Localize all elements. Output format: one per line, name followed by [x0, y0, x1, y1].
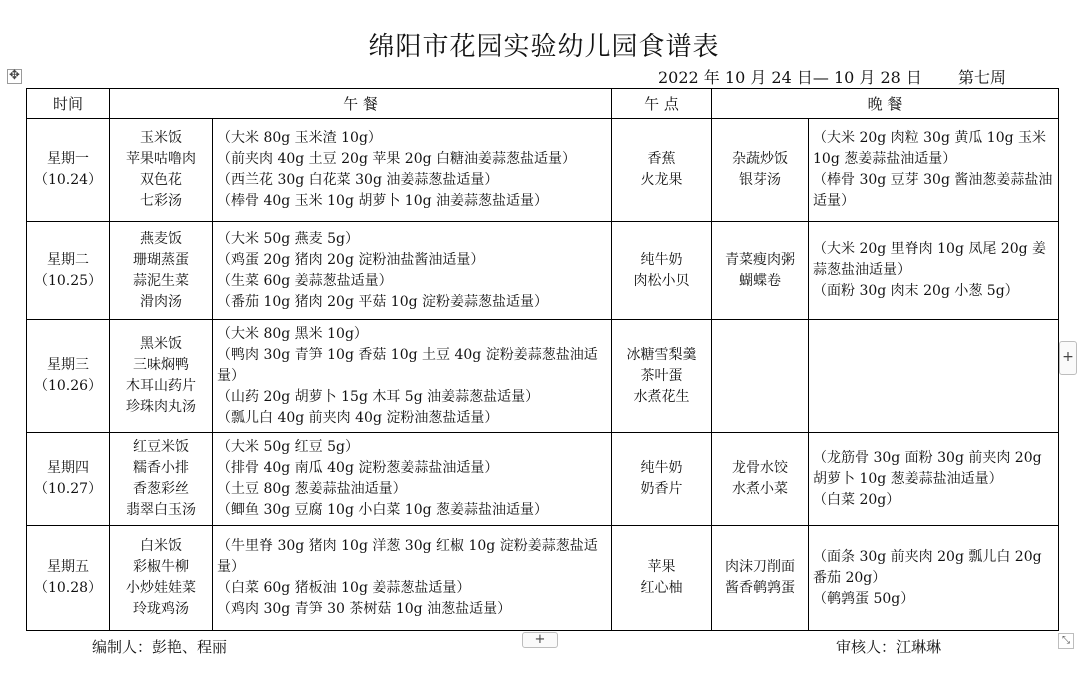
dinner-dishes-cell-line: 青菜瘦肉粥 [725, 251, 795, 268]
lunch-ingredients-cell-line: （大米 50g 红豆 5g） [217, 439, 359, 455]
menu-table [26, 88, 1059, 631]
lunch-ingredients-cell-line: （大米 80g 黑米 10g） [217, 325, 368, 342]
lunch-ingredients-cell-line: （山药 20g 胡萝卜 15g 木耳 5g 油姜蒜葱盐适量） [217, 388, 540, 405]
lunch-dishes-cell-line: 玉米饭 [140, 130, 182, 146]
dinner-dishes-cell [712, 119, 809, 222]
day-date: （10.28） [33, 580, 103, 596]
lunch-dishes-cell-line: 白米饭 [140, 538, 182, 554]
lunch-dishes-cell [110, 526, 213, 631]
table-move-icon[interactable]: ✥ [7, 69, 22, 84]
lunch-ingredients-cell-line: （棒骨 40g 玉米 10g 胡萝卜 10g 油姜蒜葱盐适量） [217, 193, 549, 209]
lunch-ingredients-cell-line: （白菜 60g 猪板油 10g 姜蒜葱盐适量） [217, 580, 471, 596]
dinner-dishes-cell-line: 杂蔬炒饭 [732, 151, 788, 167]
lunch-dishes-cell [110, 119, 213, 222]
week-label: 第七周 [957, 68, 1006, 87]
dinner-ingredients-cell [809, 222, 1059, 320]
lunch-dishes-cell-line: 滑肉汤 [140, 293, 182, 310]
lunch-dishes-cell-line: 苹果咕噜肉 [126, 151, 196, 167]
snack-cell-line: 红心柚 [640, 580, 683, 596]
snack-cell [612, 222, 712, 320]
day-name: 星期一 [47, 151, 89, 167]
lunch-dishes-cell-line: 香葱彩丝 [133, 481, 189, 497]
lunch-ingredients-cell-line: （大米 50g 燕麦 5g） [217, 230, 359, 247]
dinner-dishes-cell-line: 银芽汤 [739, 172, 781, 188]
lunch-dishes-cell-line: 七彩汤 [140, 193, 182, 209]
day-name: 星期五 [47, 559, 89, 575]
dinner-dishes-cell [712, 222, 809, 320]
dinner-dishes-cell-line: 水煮小菜 [732, 481, 788, 497]
table-row [27, 119, 1059, 222]
lunch-ingredients-cell-line: （牛里脊 30g 猪肉 10g 洋葱 30g 红椒 10g 淀粉姜蒜葱盐适量） [217, 538, 598, 575]
date-range-line [658, 65, 1006, 88]
dinner-ingredients-cell [809, 526, 1059, 631]
snack-cell [612, 433, 712, 526]
dinner-dishes-cell-line: 蝴蝶卷 [739, 272, 781, 289]
snack-cell-line: 水煮花生 [633, 388, 690, 405]
dinner-dishes-cell-line: 龙骨水饺 [732, 460, 788, 476]
table-row [27, 433, 1059, 526]
date-range: 2022 年 10 月 24 日— 10 月 28 日 [658, 68, 922, 87]
day-cell [27, 526, 110, 631]
day-name: 星期三 [47, 357, 89, 373]
dinner-ingredients-cell-line: （龙筋骨 30g 面粉 30g 前夹肉 20g 胡萝卜 10g 葱姜蒜盐油适量） [813, 449, 1042, 487]
lunch-dishes-cell [110, 320, 213, 433]
table-resize-icon[interactable]: ⤡ [1058, 633, 1074, 649]
lunch-dishes-cell [110, 433, 213, 526]
lunch-ingredients-cell [213, 320, 612, 433]
dinner-ingredients-cell-line: （面条 30g 前夹肉 20g 瓢儿白 20g 番茄 20g） [813, 548, 1042, 586]
lunch-ingredients-cell-line: （土豆 80g 葱姜蒜盐油适量） [217, 481, 407, 497]
day-cell [27, 320, 110, 433]
lunch-dishes-cell-line: 玲珑鸡汤 [133, 601, 189, 617]
dinner-ingredients-cell [809, 119, 1059, 222]
day-date: （10.26） [33, 378, 103, 394]
day-name: 星期四 [47, 460, 89, 476]
lunch-dishes-cell [110, 222, 213, 320]
lunch-dishes-cell-line: 燕麦饭 [140, 230, 182, 247]
lunch-dishes-cell-line: 彩椒牛柳 [133, 559, 189, 575]
dinner-ingredients-cell-line: （面粉 30g 肉末 20g 小葱 5g） [813, 283, 1019, 299]
snack-cell-line: 火龙果 [640, 172, 683, 188]
lunch-dishes-cell-line: 黑米饭 [140, 336, 182, 352]
dinner-dishes-cell [712, 320, 809, 433]
header-dinner: 晚 餐 [712, 89, 1059, 119]
lunch-dishes-cell-line: 三味焖鸭 [133, 357, 189, 373]
dinner-dishes-cell [712, 526, 809, 631]
header-row [27, 89, 1059, 119]
lunch-dishes-cell-line: 木耳山药片 [126, 378, 196, 394]
day-cell [27, 433, 110, 526]
header-lunch: 午 餐 [110, 89, 612, 119]
snack-cell-line: 肉松小贝 [633, 272, 690, 289]
lunch-dishes-cell-line: 珍珠肉丸汤 [126, 399, 196, 415]
day-cell [27, 222, 110, 320]
page-title: 绵阳市花园实验幼儿园食谱表 [368, 32, 720, 62]
table-row [27, 526, 1059, 631]
dinner-ingredients-cell [809, 433, 1059, 526]
lunch-dishes-cell-line: 蒜泥生菜 [133, 272, 189, 289]
lunch-ingredients-cell-line: （瓢儿白 40g 前夹肉 40g 淀粉油葱盐适量） [217, 409, 499, 426]
day-date: （10.27） [33, 481, 103, 497]
footer-reviewer: 审核人：江琳琳 [836, 638, 942, 656]
dinner-dishes-cell-line: 酱香鹌鹑蛋 [725, 580, 795, 596]
snack-cell-line: 苹果 [647, 559, 676, 575]
dinner-ingredients-cell-line: （白菜 20g） [813, 491, 901, 508]
lunch-ingredients-cell [213, 526, 612, 631]
lunch-ingredients-cell-line: （鲫鱼 30g 豆腐 10g 小白菜 10g 葱姜蒜盐油适量） [217, 502, 549, 518]
lunch-ingredients-cell-line: （鸭肉 30g 青笋 10g 香菇 10g 土豆 40g 淀粉姜蒜葱盐油适量） [217, 346, 598, 384]
lunch-ingredients-cell-line: （鸡肉 30g 青笋 30 茶树菇 10g 油葱盐适量） [217, 601, 512, 617]
lunch-dishes-cell-line: 翡翠白玉汤 [126, 502, 196, 518]
lunch-dishes-cell-line: 双色花 [140, 172, 182, 188]
lunch-ingredients-cell [213, 222, 612, 320]
add-column-plus-icon[interactable]: + [1059, 341, 1077, 375]
snack-cell [612, 320, 712, 433]
snack-cell-line: 纯牛奶 [640, 251, 683, 268]
day-date: （10.24） [33, 172, 103, 188]
table-row [27, 320, 1059, 433]
lunch-ingredients-cell-line: （排骨 40g 南瓜 40g 淀粉葱姜蒜盐油适量） [217, 460, 499, 476]
snack-cell [612, 119, 712, 222]
lunch-dishes-cell-line: 红豆米饭 [133, 439, 189, 455]
header-time: 时间 [27, 89, 110, 119]
lunch-dishes-cell-line: 糯香小排 [133, 460, 189, 476]
lunch-ingredients-cell-line: （生菜 60g 姜蒜葱盐适量） [217, 272, 393, 289]
day-date: （10.25） [33, 272, 103, 289]
lunch-dishes-cell-line: 小炒娃娃菜 [126, 580, 196, 596]
dinner-dishes-cell [712, 433, 809, 526]
dinner-ingredients-cell [809, 320, 1059, 433]
dinner-dishes-cell-line: 肉沫刀削面 [725, 559, 795, 575]
dinner-ingredients-cell-line: （大米 20g 肉粒 30g 黄瓜 10g 玉米 10g 葱姜蒜盐油适量） [813, 130, 1047, 167]
snack-cell [612, 526, 712, 631]
lunch-dishes-cell-line: 珊瑚蒸蛋 [133, 251, 189, 268]
footer-editor: 编制人：彭艳、程丽 [92, 638, 228, 656]
snack-cell-line: 冰糖雪梨羹 [626, 346, 697, 363]
lunch-ingredients-cell-line: （大米 80g 玉米渣 10g） [217, 130, 382, 146]
dinner-ingredients-cell-line: （鹌鹑蛋 50g） [813, 590, 915, 607]
lunch-ingredients-cell-line: （西兰花 30g 白花菜 30g 油姜蒜葱盐适量） [217, 172, 499, 188]
snack-cell-line: 香蕉 [647, 151, 676, 167]
header-snack: 午 点 [612, 89, 712, 119]
lunch-ingredients-cell [213, 433, 612, 526]
lunch-ingredients-cell-line: （鸡蛋 20g 猪肉 20g 淀粉油盐酱油适量） [217, 251, 485, 268]
lunch-ingredients-cell-line: （番茄 10g 猪肉 20g 平菇 10g 淀粉姜蒜葱盐适量） [217, 293, 549, 310]
snack-cell-line: 纯牛奶 [640, 460, 683, 476]
dinner-ingredients-cell-line: （大米 20g 里脊肉 10g 凤尾 20g 姜蒜葱盐油适量） [813, 241, 1047, 278]
day-name: 星期二 [47, 251, 89, 268]
snack-cell-line: 茶叶蛋 [640, 367, 683, 384]
lunch-ingredients-cell-line: （前夹肉 40g 土豆 20g 苹果 20g 白糖油姜蒜葱盐适量） [217, 151, 577, 167]
snack-cell-line: 奶香片 [640, 481, 683, 497]
table-row [27, 222, 1059, 320]
dinner-ingredients-cell-line: （棒骨 30g 豆芽 30g 酱油葱姜蒜盐油适量） [813, 172, 1053, 209]
lunch-ingredients-cell [213, 119, 612, 222]
day-cell [27, 119, 110, 222]
add-row-plus-icon[interactable]: + [522, 632, 558, 648]
